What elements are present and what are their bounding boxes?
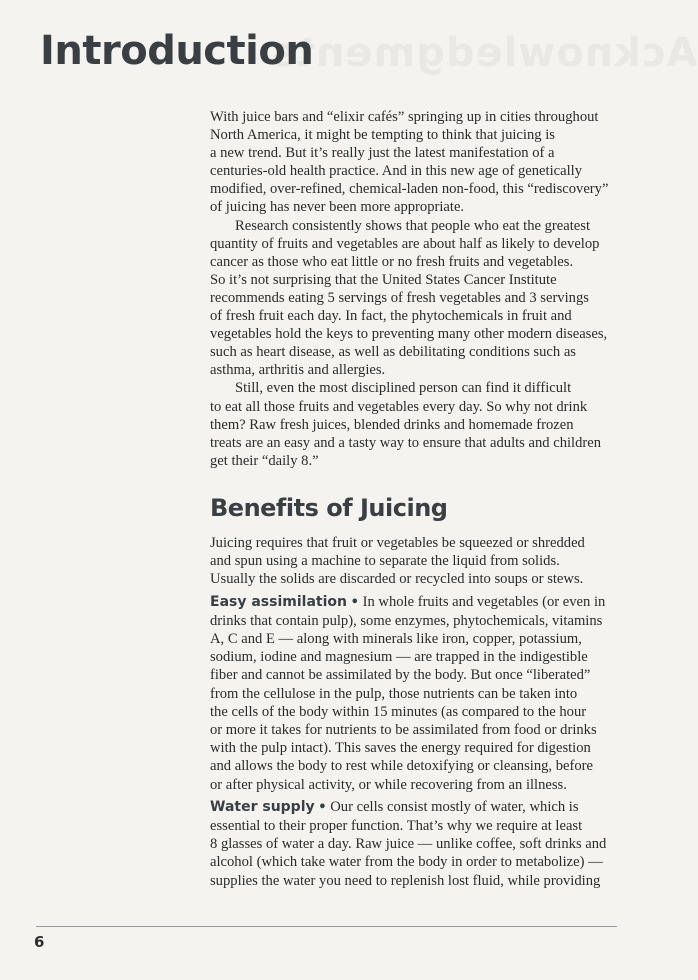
water-supply-term: Water supply [210, 798, 315, 815]
intro-paragraph-3: Still, even the most disciplined person can find it difficult to eat all those fruits and vegetables every day. So why not drink them? Raw fresh juices, blended drinks and homemade frozen treats are an easy and a tasty way to ensure that adults and children get their “daily 8.” [210, 380, 602, 469]
footer-rule [36, 926, 617, 927]
benefits-paragraph-1: Juicing requires that fruit or vegetables be squeezed or shredded and spun using a machine to separate the liquid from solids. Usually the solids are discarded or recycled into soups or stews. [210, 535, 585, 588]
bullet-glyph: • [350, 594, 359, 610]
benefits-body [210, 534, 620, 894]
page-number: 6 [34, 933, 45, 951]
easy-assimilation-paragraph: Easy assimilation • In whole fruits and vegetables (or even in drinks that contain pulp), some enzymes, phytochemicals, vitamins A, C and E — along with minerals like iron, copper, potassium, sodium, iodine and magnesium — are trapped in the indigestible fiber and cannot be assimilated by the body. But once “liberated” from the cellulose in the pulp, those nutrients can be taken into the cells of the body within 15 minutes (as compared to the hour or more it takes for nutrients to be assimilated from food or drinks with the pulp intact). This saves the energy required for digestion and allows the body to rest while detoxifying or cleansing, before or after physical activity, or while recovering from an illness. [210, 593, 606, 793]
intro-paragraph-2: Research consistently shows that people who eat the greatest quantity of fruits and vegetables are about half as likely to develop cancer as those who eat little or no fresh fruits and vegetables. So it’s not surprising that the United States Cancer Institute recommends eating 5 servings of fresh vegetables and 3 servings of fresh fruit each day. In fact, the phytochemicals in fruit and vegetables hold the keys to preventing many other modern diseases, such as heart disease, as well as debilitating conditions such as asthma, arthritis and allergies. [210, 217, 608, 379]
section-heading-benefits: Benefits of Juicing [210, 494, 448, 522]
intro-paragraph-1: With juice bars and “elixir cafés” springing up in cities throughout North America, it might be tempting to think that juicing is a new trend. But it’s really just the latest manifestation of a centuries-old health practice. And in this new age of genetically modified, over-refined, chemical-laden non-food, this “rediscovery” of juicing has never been more appropriate. [210, 109, 609, 216]
bleed-through-heading: Acknowledgments [270, 30, 698, 76]
bullet-glyph: • [318, 799, 327, 815]
easy-assimilation-term: Easy assimilation [210, 593, 347, 610]
page-title: Introduction [40, 28, 314, 74]
intro-body [210, 108, 620, 470]
water-supply-paragraph: Water supply • Our cells consist mostly of water, which is essential to their proper function. That’s why we require at least 8 glasses of water a day. Raw juice — unlike coffee, soft drinks and alcohol (which take water from the body in order to metabolize) — supplies the water you need to replenish lost fluid, while providing [210, 798, 607, 889]
